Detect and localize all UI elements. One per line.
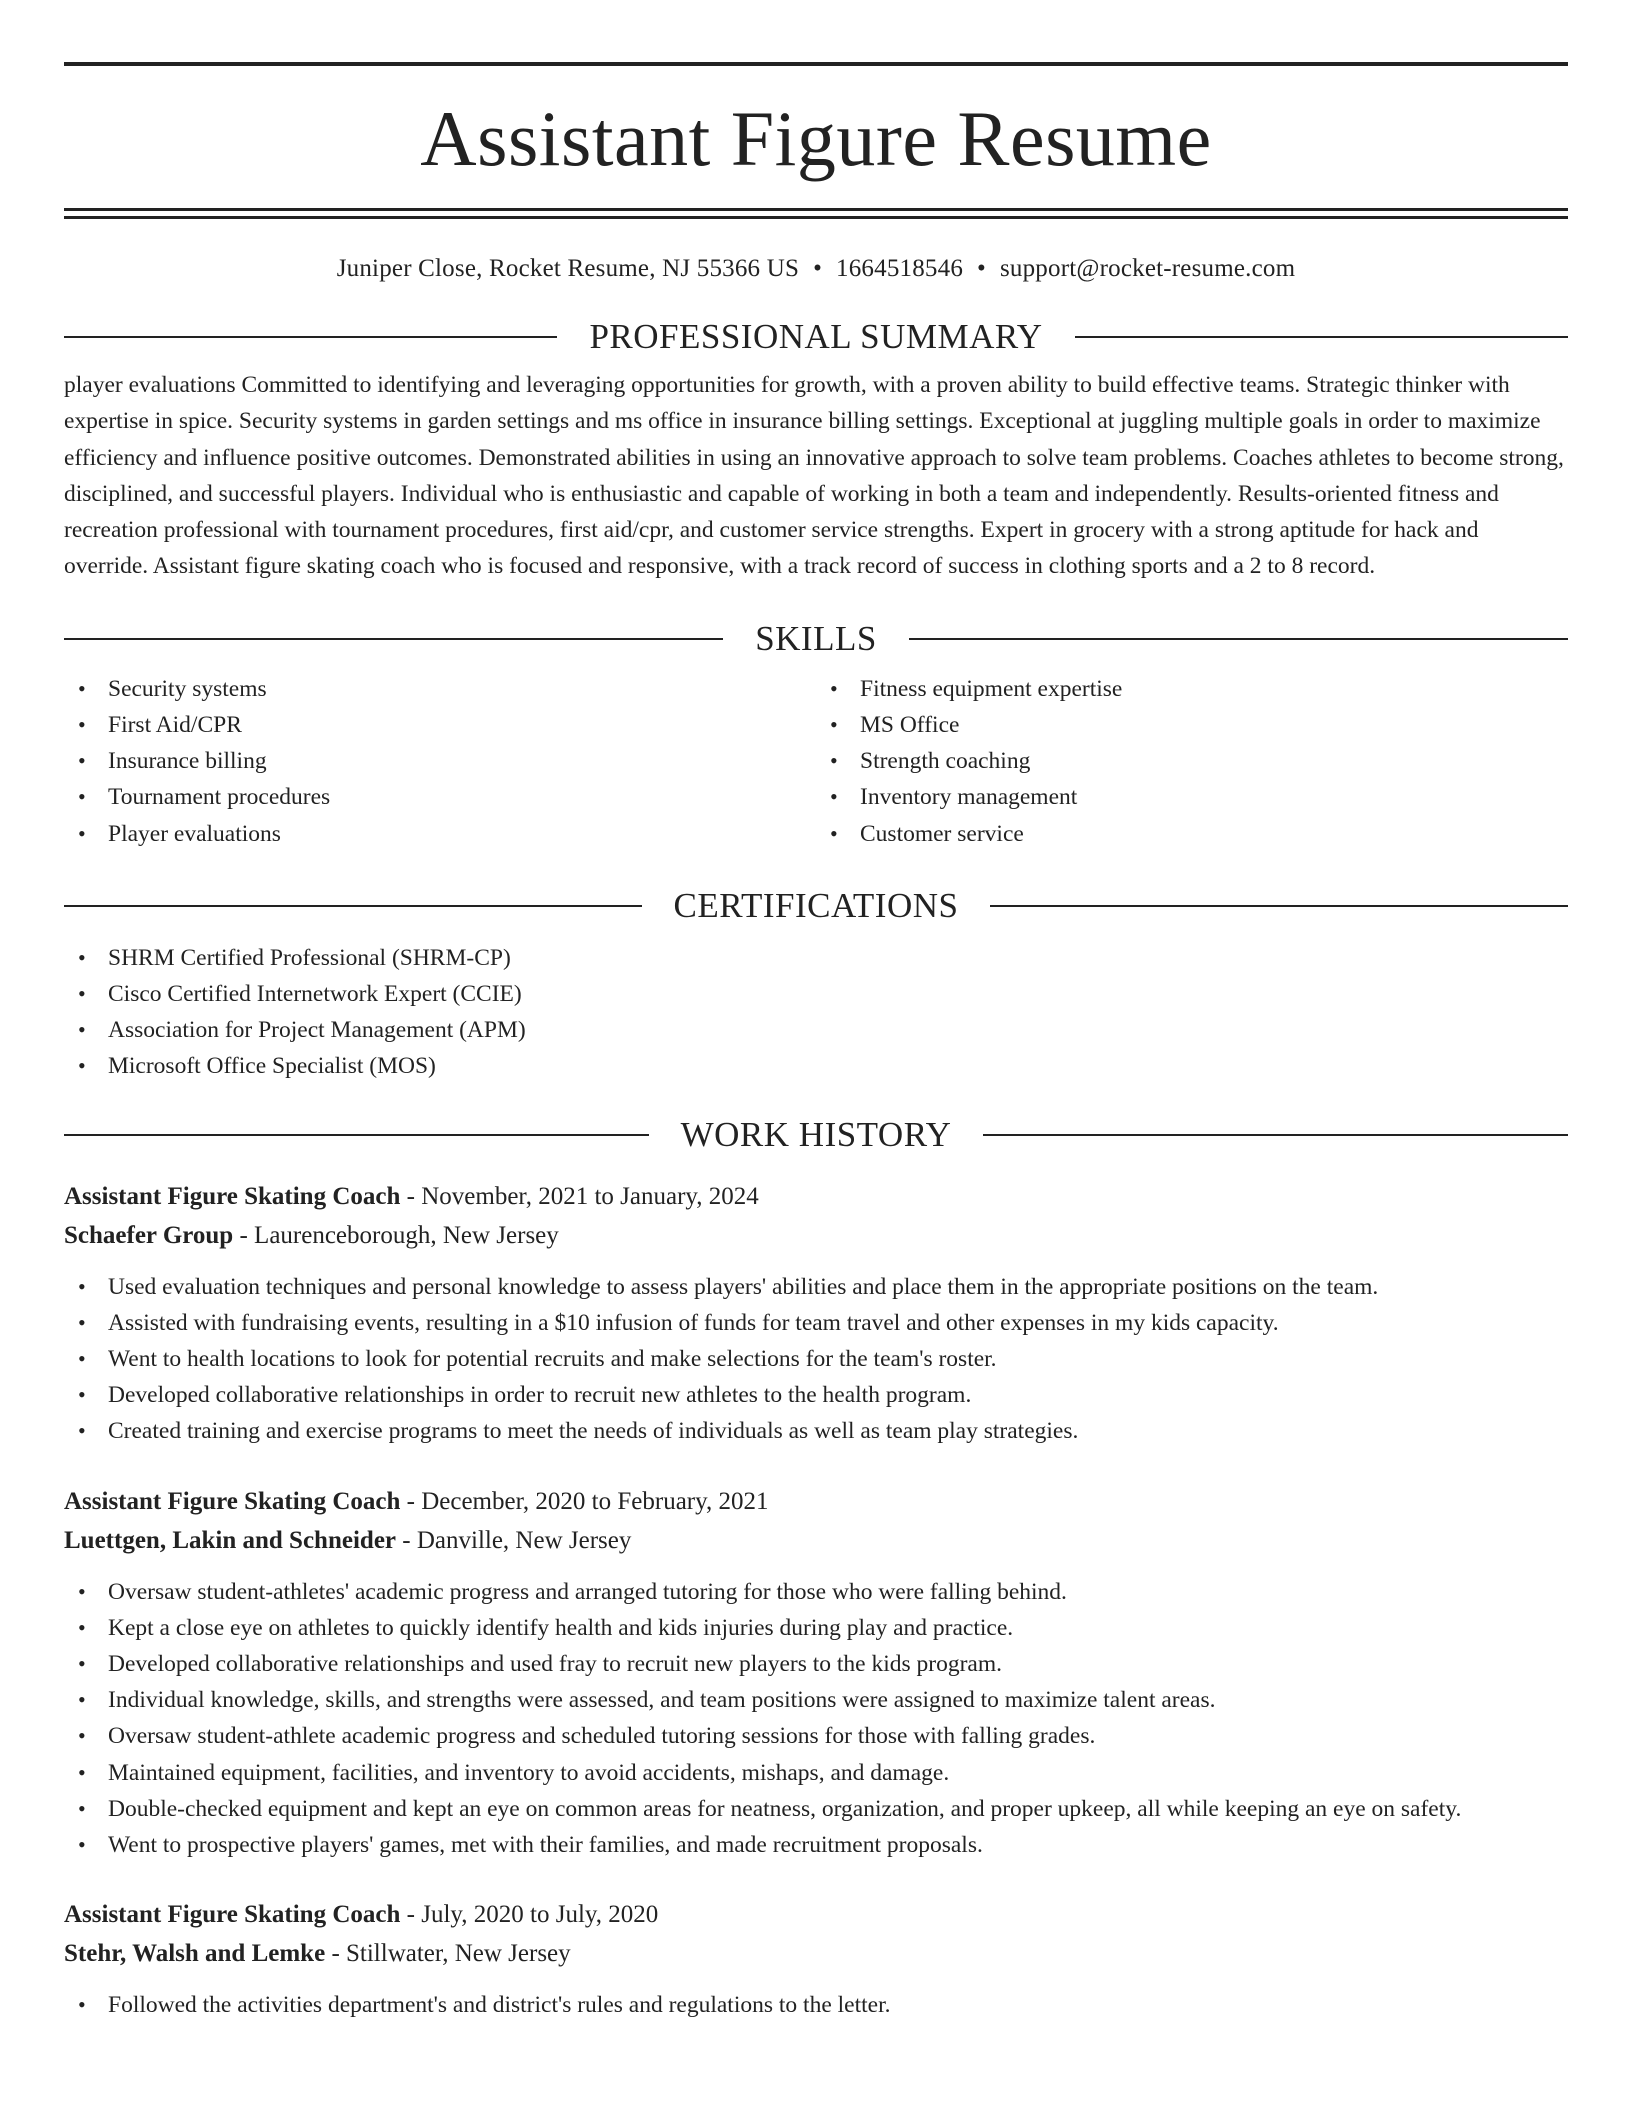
job-entry	[64, 1177, 1568, 1450]
skill-item: • Fitness equipment expertise	[816, 671, 1568, 707]
skills-heading	[64, 619, 1568, 659]
heading-rule	[1075, 336, 1568, 338]
skill-item: • Inventory management	[816, 779, 1568, 815]
heading-rule	[983, 1134, 1568, 1136]
work-heading-label: WORK HISTORY	[680, 1114, 952, 1154]
skills-heading-label: SKILLS	[755, 618, 877, 658]
skill-item: • Customer service	[816, 816, 1568, 852]
job-location: Stillwater, New Jersey	[346, 1940, 571, 1968]
job-dates: July, 2020 to July, 2020	[421, 1901, 659, 1929]
heading-rule	[909, 638, 1568, 640]
certifications-heading-label: CERTIFICATIONS	[673, 885, 959, 925]
job-dates: November, 2021 to January, 2024	[421, 1182, 759, 1210]
summary-heading	[64, 317, 1568, 357]
summary-text: player evaluations Committed to identifying and leveraging opportunities for growth, with a proven ability to build effective teams. Strategic thinker with expertise in spice. Security systems in garden settings and ms office in insurance billing settings. Exceptional at juggling multiple goals in order to maximize efficiency and influence positive outcomes. Demonstrated abilities in using an innovative approach to solve team problems. Coaches athletes to become strong, disciplined, and successful players. Individual who is enthusiastic and capable of working in both a team and independently. Results-oriented fitness and recreation professional with tournament procedures, first aid/cpr, and customer service strengths. Expert in grocery with a strong aptitude for hack and override. Assistant figure skating coach who is focused and responsive, with a track record of success in clothing sports and a 2 to 8 record.	[64, 372, 1564, 580]
contact-separator: •	[813, 255, 823, 282]
job-bullet: • Went to health locations to look for potential recruits and make selections for the team's roster.	[64, 1341, 1568, 1377]
job-bullet: • Followed the activities department's and district's rules and regulations to the letter.	[64, 1987, 1568, 2023]
heading-rule	[64, 905, 642, 907]
job-location: Laurenceborough, New Jersey	[254, 1221, 559, 1249]
job-bullet: • Individual knowledge, skills, and strengths were assessed, and team positions were assigned to maximize talent areas.	[64, 1682, 1568, 1718]
job-bullet: • Maintained equipment, facilities, and inventory to avoid accidents, mishaps, and damage.	[64, 1755, 1568, 1791]
skill-item: • MS Office	[816, 707, 1568, 743]
certifications-heading	[64, 886, 1568, 926]
work-heading	[64, 1115, 1568, 1155]
skills-list-right	[816, 671, 1568, 852]
job-bullet: • Oversaw student-athlete academic progress and scheduled tutoring sessions for those with falling grades.	[64, 1718, 1568, 1754]
job-title-line: Assistant Figure Skating Coach - November, 2021 to January, 2024	[64, 1182, 759, 1210]
job-title-line: Assistant Figure Skating Coach - December, 2020 to February, 2021	[64, 1487, 769, 1515]
certifications-list	[64, 940, 1568, 1085]
job-bullets	[64, 1987, 1568, 2023]
job-entry	[64, 1482, 1568, 1864]
page-title: Assistant Figure Resume	[420, 95, 1212, 182]
contact-email: support@rocket-resume.com	[999, 255, 1296, 282]
heading-rule	[64, 1134, 649, 1136]
job-bullet: • Used evaluation techniques and personal knowledge to assess players' abilities and place them in the appropriate positions on the team.	[64, 1269, 1568, 1305]
summary-heading-label: PROFESSIONAL SUMMARY	[589, 317, 1043, 356]
job-bullet: • Oversaw student-athletes' academic progress and arranged tutoring for those who were falling behind.	[64, 1574, 1568, 1610]
heading-rule	[64, 336, 557, 338]
certification-item: • Cisco Certified Internetwork Expert (CCIE)	[64, 976, 1568, 1012]
job-company: Luettgen, Lakin and Schneider	[64, 1526, 397, 1554]
job-company-line: Luettgen, Lakin and Schneider - Danville, New Jersey	[64, 1526, 632, 1554]
job-bullet: • Developed collaborative relationships in order to recruit new athletes to the health program.	[64, 1377, 1568, 1413]
skill-item: • Tournament procedures	[64, 779, 816, 815]
job-title-line: Assistant Figure Skating Coach - July, 2020 to July, 2020	[64, 1901, 659, 1929]
skills-list-left	[64, 671, 816, 852]
skill-item: • Strength coaching	[816, 743, 1568, 779]
job-entry	[64, 1895, 1568, 2023]
heading-rule	[64, 638, 723, 640]
job-bullet: • Went to prospective players' games, met with their families, and made recruitment proposals.	[64, 1827, 1568, 1863]
job-title: Assistant Figure Skating Coach	[64, 1901, 401, 1929]
certification-item: • SHRM Certified Professional (SHRM-CP)	[64, 940, 1568, 976]
job-bullet: • Double-checked equipment and kept an eye on common areas for neatness, organization, and proper upkeep, all while keeping an eye on safety.	[64, 1791, 1568, 1827]
job-location: Danville, New Jersey	[416, 1526, 632, 1554]
skill-item: • Player evaluations	[64, 816, 816, 852]
job-dates: December, 2020 to February, 2021	[421, 1487, 769, 1515]
certification-item: • Microsoft Office Specialist (MOS)	[64, 1048, 1568, 1084]
job-bullets	[64, 1574, 1568, 1864]
skill-item: • First Aid/CPR	[64, 707, 816, 743]
job-company: Schaefer Group	[64, 1221, 234, 1249]
contact-line	[64, 255, 1568, 283]
job-bullet: • Created training and exercise programs to meet the needs of individuals as well as team play strategies.	[64, 1413, 1568, 1449]
title-double-rule	[64, 208, 1568, 219]
heading-rule	[990, 905, 1568, 907]
job-title: Assistant Figure Skating Coach	[64, 1182, 401, 1210]
job-title: Assistant Figure Skating Coach	[64, 1487, 401, 1515]
job-company-line: Stehr, Walsh and Lemke - Stillwater, New Jersey	[64, 1940, 571, 1968]
job-bullets	[64, 1269, 1568, 1450]
job-bullet: • Assisted with fundraising events, resulting in a $10 infusion of funds for team travel and other expenses in my kids capacity.	[64, 1305, 1568, 1341]
job-company-line: Schaefer Group - Laurenceborough, New Jersey	[64, 1221, 559, 1249]
contact-separator: •	[977, 255, 986, 282]
certification-item: • Association for Project Management (APM)	[64, 1012, 1568, 1048]
skills-columns	[64, 671, 1568, 852]
skill-item: • Security systems	[64, 671, 816, 707]
job-company: Stehr, Walsh and Lemke	[64, 1940, 326, 1968]
skill-item: • Insurance billing	[64, 743, 816, 779]
job-bullet: • Kept a close eye on athletes to quickly identify health and kids injuries during play and practice.	[64, 1610, 1568, 1646]
job-bullet: • Developed collaborative relationships and used fray to recruit new players to the kids program.	[64, 1646, 1568, 1682]
contact-address: Juniper Close, Rocket Resume, NJ 55366 US	[336, 255, 800, 282]
contact-phone: 1664518546	[836, 255, 964, 282]
top-rule	[64, 62, 1568, 66]
